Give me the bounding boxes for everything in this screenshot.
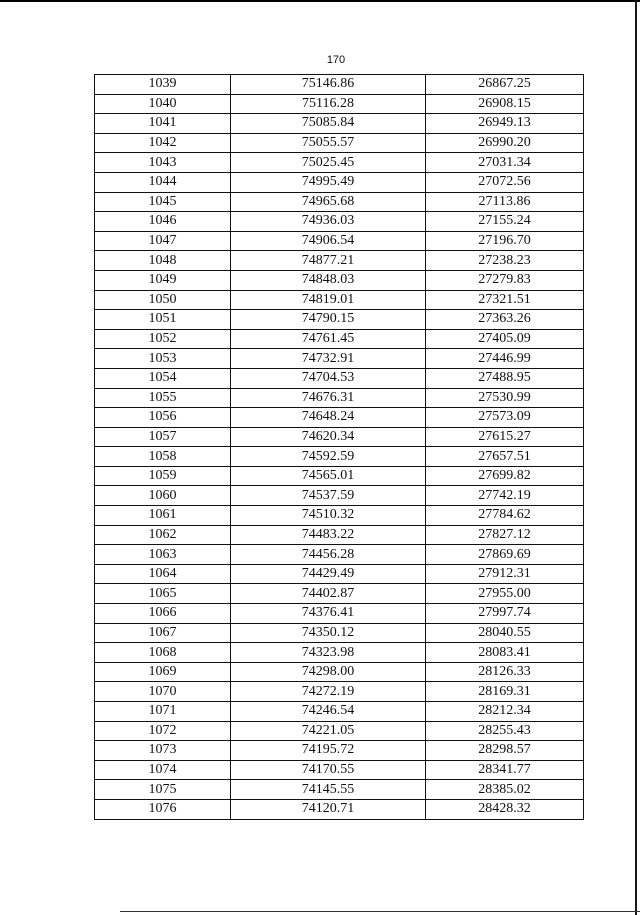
value-a-cell: 74510.32 [231,506,426,526]
value-b-cell: 26990.20 [426,133,584,153]
row-index-cell: 1059 [95,466,231,486]
table-row [95,290,584,310]
table-row [95,447,584,467]
row-index-cell: 1058 [95,447,231,467]
row-index-cell: 1053 [95,349,231,369]
table-row [95,114,584,134]
table-body [95,75,584,820]
value-a-cell: 75055.57 [231,133,426,153]
table-row [95,231,584,251]
value-a-cell: 74350.12 [231,623,426,643]
value-b-cell: 27827.12 [426,525,584,545]
row-index-cell: 1066 [95,604,231,624]
value-a-cell: 74848.03 [231,270,426,290]
row-index-cell: 1060 [95,486,231,506]
table-row [95,545,584,565]
value-a-cell: 74145.55 [231,780,426,800]
table-row [95,760,584,780]
table-row [95,466,584,486]
row-index-cell: 1070 [95,682,231,702]
value-a-cell: 74120.71 [231,799,426,819]
row-index-cell: 1067 [95,623,231,643]
value-a-cell: 74592.59 [231,447,426,467]
table-row [95,349,584,369]
value-b-cell: 27113.86 [426,192,584,212]
value-a-cell: 74537.59 [231,486,426,506]
value-a-cell: 74429.49 [231,564,426,584]
value-a-cell: 75025.45 [231,153,426,173]
row-index-cell: 1061 [95,506,231,526]
row-index-cell: 1075 [95,780,231,800]
value-a-cell: 74195.72 [231,741,426,761]
value-b-cell: 28212.34 [426,702,584,722]
row-index-cell: 1055 [95,388,231,408]
table-row [95,702,584,722]
row-index-cell: 1039 [95,75,231,95]
value-a-cell: 75116.28 [231,94,426,114]
table-row [95,408,584,428]
table-row [95,584,584,604]
scan-edge-top [0,0,640,2]
row-index-cell: 1065 [95,584,231,604]
row-index-cell: 1043 [95,153,231,173]
value-a-cell: 74761.45 [231,329,426,349]
table-row [95,368,584,388]
value-b-cell: 28040.55 [426,623,584,643]
row-index-cell: 1048 [95,251,231,271]
table-row [95,388,584,408]
row-index-cell: 1045 [95,192,231,212]
value-b-cell: 27699.82 [426,466,584,486]
table-row [95,94,584,114]
table-row [95,623,584,643]
value-a-cell: 74402.87 [231,584,426,604]
value-a-cell: 74456.28 [231,545,426,565]
table-row [95,75,584,95]
table-row [95,799,584,819]
value-b-cell: 26867.25 [426,75,584,95]
value-b-cell: 27742.19 [426,486,584,506]
value-a-cell: 74323.98 [231,643,426,663]
table-row [95,506,584,526]
row-index-cell: 1056 [95,408,231,428]
value-b-cell: 27530.99 [426,388,584,408]
value-b-cell: 28385.02 [426,780,584,800]
row-index-cell: 1072 [95,721,231,741]
value-b-cell: 27784.62 [426,506,584,526]
row-index-cell: 1042 [95,133,231,153]
value-b-cell: 27238.23 [426,251,584,271]
value-b-cell: 27446.99 [426,349,584,369]
scan-edge-right [635,0,637,915]
scan-edge-bottom [120,911,640,912]
value-b-cell: 27955.00 [426,584,584,604]
table-row [95,310,584,330]
row-index-cell: 1064 [95,564,231,584]
table-row [95,133,584,153]
row-index-cell: 1050 [95,290,231,310]
value-b-cell: 27031.34 [426,153,584,173]
row-index-cell: 1044 [95,172,231,192]
value-b-cell: 27997.74 [426,604,584,624]
value-b-cell: 27155.24 [426,212,584,232]
value-a-cell: 74648.24 [231,408,426,428]
table-row [95,427,584,447]
value-b-cell: 28169.31 [426,682,584,702]
value-a-cell: 74246.54 [231,702,426,722]
row-index-cell: 1076 [95,799,231,819]
value-a-cell: 74819.01 [231,290,426,310]
row-index-cell: 1073 [95,741,231,761]
value-a-cell: 74790.15 [231,310,426,330]
table-row [95,251,584,271]
value-b-cell: 27363.26 [426,310,584,330]
value-b-cell: 28298.57 [426,741,584,761]
table-row [95,329,584,349]
value-b-cell: 27405.09 [426,329,584,349]
value-b-cell: 27196.70 [426,231,584,251]
value-a-cell: 74483.22 [231,525,426,545]
value-a-cell: 75085.84 [231,114,426,134]
value-b-cell: 28255.43 [426,721,584,741]
table-row [95,525,584,545]
row-index-cell: 1068 [95,643,231,663]
page-number: 170 [326,54,346,66]
value-b-cell: 27573.09 [426,408,584,428]
value-a-cell: 74995.49 [231,172,426,192]
row-index-cell: 1041 [95,114,231,134]
value-b-cell: 28341.77 [426,760,584,780]
value-a-cell: 74965.68 [231,192,426,212]
table-row [95,486,584,506]
table-row [95,662,584,682]
row-index-cell: 1046 [95,212,231,232]
value-b-cell: 28428.32 [426,799,584,819]
value-a-cell: 74376.41 [231,604,426,624]
value-a-cell: 74936.03 [231,212,426,232]
table-row [95,780,584,800]
row-index-cell: 1047 [95,231,231,251]
table-row [95,682,584,702]
table-row [95,721,584,741]
value-a-cell: 74732.91 [231,349,426,369]
row-index-cell: 1052 [95,329,231,349]
value-b-cell: 26949.13 [426,114,584,134]
table-row [95,564,584,584]
value-b-cell: 27488.95 [426,368,584,388]
value-b-cell: 27279.83 [426,270,584,290]
row-index-cell: 1069 [95,662,231,682]
value-b-cell: 27912.31 [426,564,584,584]
value-a-cell: 74676.31 [231,388,426,408]
row-index-cell: 1049 [95,270,231,290]
row-index-cell: 1057 [95,427,231,447]
value-a-cell: 74620.34 [231,427,426,447]
table-row [95,212,584,232]
row-index-cell: 1063 [95,545,231,565]
value-a-cell: 75146.86 [231,75,426,95]
value-b-cell: 28083.41 [426,643,584,663]
table-row [95,192,584,212]
value-b-cell: 28126.33 [426,662,584,682]
table-row [95,643,584,663]
value-b-cell: 26908.15 [426,94,584,114]
value-b-cell: 27657.51 [426,447,584,467]
value-b-cell: 27072.56 [426,172,584,192]
table-row [95,172,584,192]
value-a-cell: 74298.00 [231,662,426,682]
row-index-cell: 1054 [95,368,231,388]
value-a-cell: 74272.19 [231,682,426,702]
table-row [95,604,584,624]
data-table [94,74,584,820]
row-index-cell: 1071 [95,702,231,722]
table-row [95,741,584,761]
table-row [95,270,584,290]
value-b-cell: 27869.69 [426,545,584,565]
value-b-cell: 27321.51 [426,290,584,310]
row-index-cell: 1074 [95,760,231,780]
table-row [95,153,584,173]
row-index-cell: 1051 [95,310,231,330]
value-a-cell: 74704.53 [231,368,426,388]
row-index-cell: 1062 [95,525,231,545]
value-a-cell: 74877.21 [231,251,426,271]
value-b-cell: 27615.27 [426,427,584,447]
value-a-cell: 74906.54 [231,231,426,251]
value-a-cell: 74170.55 [231,760,426,780]
row-index-cell: 1040 [95,94,231,114]
value-a-cell: 74565.01 [231,466,426,486]
value-a-cell: 74221.05 [231,721,426,741]
